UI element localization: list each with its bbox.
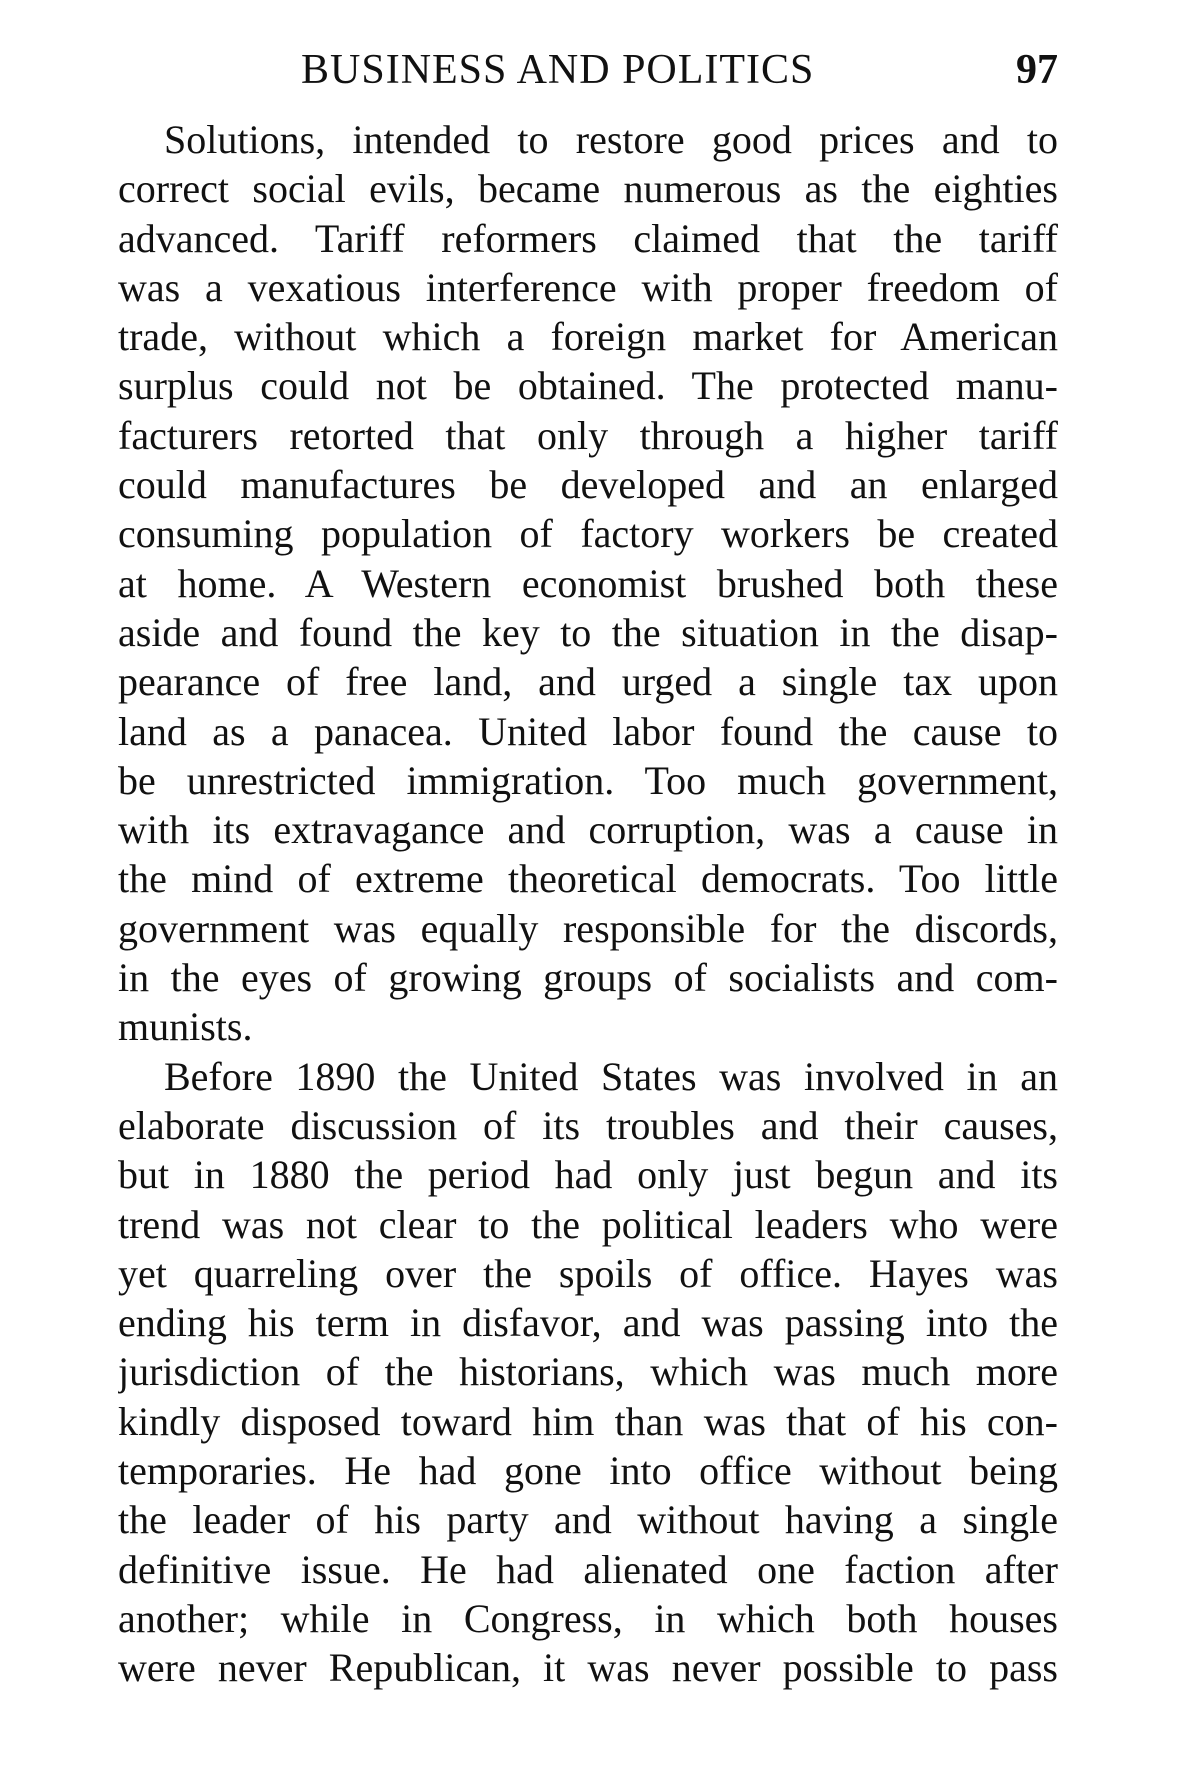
text-line: but in 1880 the period had only just begun and its xyxy=(118,1152,1058,1198)
text-line: were never Republican, it was never possible to pass xyxy=(118,1645,1058,1691)
paragraph-before-1890 xyxy=(118,1052,1058,1693)
text-line: could manufactures be developed and an enlarged xyxy=(118,462,1058,508)
text-line: government was equally responsible for the discords, xyxy=(118,905,1058,951)
text-line: aside and found the key to the situation in the disap- xyxy=(118,609,1058,655)
text-line: trend was not clear to the political leaders who were xyxy=(118,1201,1058,1247)
text-line: the leader of his party and without having a single xyxy=(118,1497,1058,1543)
text-line: elaborate discussion of its troubles and their causes, xyxy=(118,1102,1058,1148)
page-number: 97 xyxy=(1016,47,1058,93)
running-title: BUSINESS AND POLITICS xyxy=(301,47,815,93)
text-line: jurisdiction of the historians, which was much more xyxy=(118,1349,1058,1395)
text-line: at home. A Western economist brushed both these xyxy=(118,560,1058,606)
text-line: facturers retorted that only through a higher tariff xyxy=(118,412,1058,458)
text-line: Before 1890 the United States was involved in an xyxy=(164,1053,1058,1099)
text-line: was a vexatious interference with proper freedom of xyxy=(118,264,1058,310)
text-line: the mind of extreme theoretical democrats. Too little xyxy=(118,856,1058,902)
text-line: land as a panacea. United labor found the cause to xyxy=(118,708,1058,754)
text-line: in the eyes of growing groups of socialists and com- xyxy=(118,955,1058,1001)
text-line: kindly disposed toward him than was that of his con- xyxy=(118,1398,1058,1444)
text-line: pearance of free land, and urged a single tax upon xyxy=(118,659,1058,705)
text-line: munists. xyxy=(118,1004,253,1050)
text-line: surplus could not be obtained. The protected manu- xyxy=(118,363,1058,409)
text-line: correct social evils, became numerous as the eighties xyxy=(118,166,1058,212)
text-line: temporaries. He had gone into office without being xyxy=(118,1448,1058,1494)
text-line: with its extravagance and corruption, was a cause in xyxy=(118,807,1058,853)
body-text xyxy=(118,115,1058,1693)
text-line: another; while in Congress, in which both houses xyxy=(118,1595,1058,1641)
text-line: yet quarreling over the spoils of office. Hayes was xyxy=(118,1250,1058,1296)
text-line: advanced. Tariff reformers claimed that the tariff xyxy=(118,215,1058,261)
text-line: consuming population of factory workers be created xyxy=(118,511,1058,557)
running-head xyxy=(118,40,1058,100)
text-line: be unrestricted immigration. Too much government, xyxy=(118,757,1058,803)
text-line: Solutions, intended to restore good prices and to xyxy=(164,117,1058,162)
text-line: definitive issue. He had alienated one faction after xyxy=(118,1546,1058,1592)
text-line: trade, without which a foreign market for American xyxy=(118,314,1058,360)
text-line: ending his term in disfavor, and was passing into the xyxy=(118,1300,1058,1346)
paragraph-solutions xyxy=(118,115,1058,1052)
